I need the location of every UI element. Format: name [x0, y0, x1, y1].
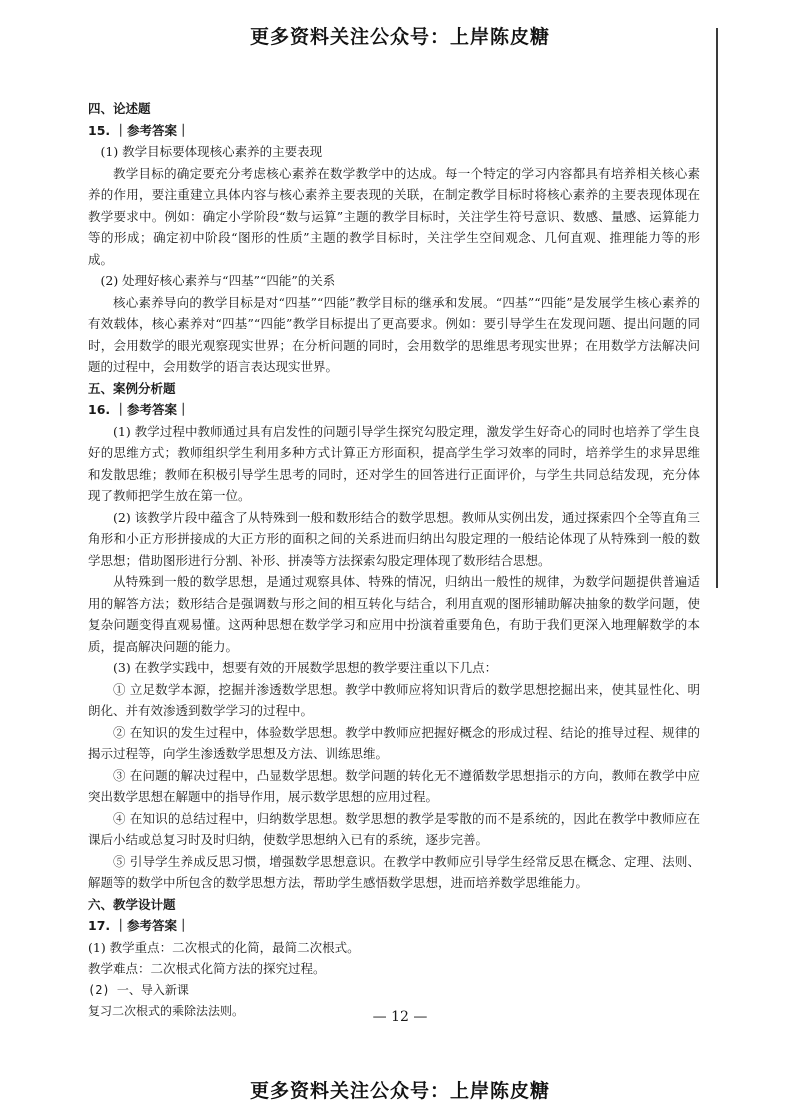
q15-paragraph-1: 教学目标的确定要充分考虑核心素养在数学教学中的达成。每一个特定的学习内容都具有培养相关核心素养的作用，要注重建立具体内容与核心素养主要表现的关联，在制定教学目标时将核心素养的主要表现体现在教学要求中。例如：确定小学阶段“数与运算”主题的教学目标时，关注学生符号意识、数感、量感、运算能力等的形成；确定初中阶段“图形的性质”主题的教学目标时，关注学生空间观念、几何直观、推理能力等的形成。: [88, 165, 700, 267]
q15-heading-1: (1) 教学目标要体现核心素养的主要表现: [100, 144, 323, 159]
question-16-title: 16. ｜参考答案｜: [88, 402, 190, 417]
q16-item-1: ① 立足数学本源，挖掘并渗透数学思想。教学中教师应将知识背后的数学思想挖掘出来，使其显性化、明朗化、并有效渗透到数学学习的过程中。: [88, 681, 700, 718]
section-heading-4: 四、论述题: [88, 101, 151, 116]
q16-paragraph-2: (2) 该教学片段中蕴含了从特殊到一般和数形结合的数学思想。教师从实例出发，通过探索四个全等直角三角形和小正方形拼接成的大正方形的面积之间的关系进而归纳出勾股定理的一般结论体现了从特殊到一般的数学思想；借助图形进行分割、补形、拼凑等方法探索勾股定理体现了数形结合思想。: [88, 509, 700, 568]
q17-paragraph-4: 复习二次根式的乘除法法则。: [88, 1004, 245, 1018]
q16-item-3: ③ 在问题的解决过程中，凸显数学思想。数学问题的转化无不遵循数学思想指示的方向，教师在教学中应突出数学思想在解题中的指导作用，展示数学思想的应用过程。: [88, 767, 700, 804]
question-17-title: 17. ｜参考答案｜: [88, 918, 190, 933]
q17-paragraph-3: (2) 一、导入新课: [88, 982, 189, 997]
q17-paragraph-1: (1) 教学重点：二次根式的化简，最简二次根式。: [88, 939, 360, 955]
q15-paragraph-2: 核心素养导向的教学目标是对“四基”“四能”教学目标的继承和发展。“四基”“四能”是发展学生核心素养的有效载体，核心素养对“四基”“四能”教学目标提出了更高要求。例如：要引导学生在发现问题、提出问题的同时，会用数学的眼光观察现实世界；在分析问题的同时，会用数学的思维思考现实世界；在用数学方法解决问题的过程中，会用数学的语言表达现实世界。: [88, 294, 700, 374]
q16-paragraph-4: (3) 在教学实践中，想要有效的开展数学思想的教学要注重以下几点：: [113, 660, 498, 675]
q16-paragraph-1: (1) 教学过程中教师通过具有启发性的问题引导学生探究勾股定理，激发学生好奇心的同时也培养了学生良好的思维方式；教师组织学生利用多种方式计算正方形面积，提高学生学习效率的同时，培养学生的求异思维和发散思维；教师在积极引导学生思考的同时，还对学生的回答进行正面评价，与学生共同总结发现，充分体现了教师把学生放在第一位。: [88, 423, 700, 503]
scan-edge-line: [716, 28, 718, 588]
q16-item-2: ② 在知识的发生过程中，体验数学思想。教学中教师应把握好概念的形成过程、结论的推导过程、规律的揭示过程等，向学生渗透数学思想及方法、训练思维。: [88, 724, 700, 761]
page-number: — 12 —: [372, 1009, 428, 1025]
q16-paragraph-3: 从特殊到一般的数学思想，是通过观察具体、特殊的情况，归纳出一般性的规律，为数学问题提供普遍适用的解答方法；数形结合是强调数与形之间的相互转化与结合，利用直观的图形辅助解决抽象的数学问题，使复杂问题变得直观易懂。这两种思想在数学学习和应用中扮演着重要角色，有助于我们更深入地理解数学的本质，提高解决问题的能力。: [88, 574, 700, 654]
page-content: [88, 98, 700, 1023]
q15-heading-2: (2) 处理好核心素养与“四基”“四能”的关系: [100, 273, 336, 288]
footer-banner: 更多资料关注公众号：上岸陈皮糖: [249, 1080, 550, 1102]
q17-paragraph-2: 教学难点：二次根式化简方法的探究过程。: [88, 961, 326, 976]
section-heading-6: 六、教学设计题: [88, 896, 176, 912]
header-banner: 更多资料关注公众号：上岸陈皮糖: [249, 26, 550, 48]
question-15-title: 15. ｜参考答案｜: [88, 122, 190, 138]
section-heading-5: 五、案例分析题: [88, 380, 176, 396]
q16-item-4: ④ 在知识的总结过程中，归纳数学思想。数学思想的教学是零散的而不是系统的，因此在教学中教师应在课后小结或总复习时及时归纳，使数学思想纳入已有的系统，逐步完善。: [88, 810, 700, 847]
q16-item-5: ⑤ 引导学生养成反思习惯，增强数学思想意识。在教学中教师应引导学生经常反思在概念、定理、法则、解题等的数学中所包含的数学思想方法，帮助学生感悟数学思想，进而培养数学思维能力。: [88, 853, 700, 890]
